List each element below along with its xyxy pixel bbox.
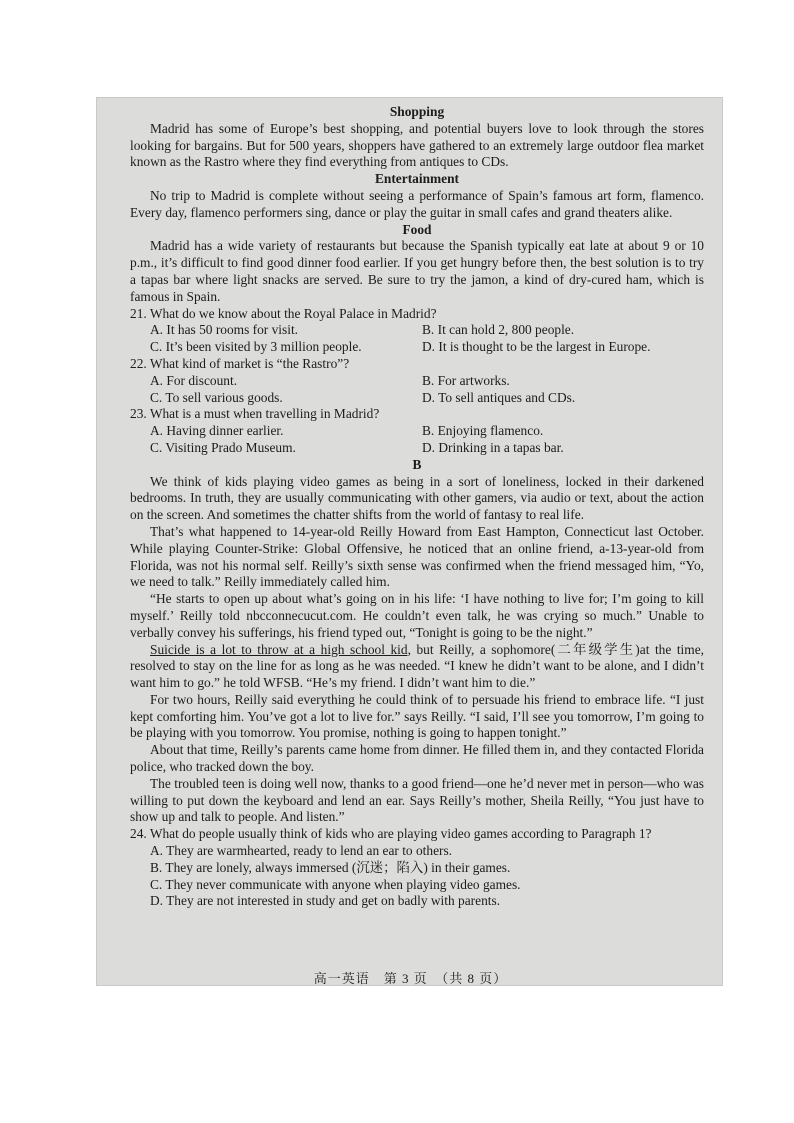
options-list	[130, 843, 704, 910]
options-grid	[130, 423, 704, 457]
option-c: C. It’s been visited by 3 million people.	[150, 339, 362, 355]
page-content	[130, 104, 704, 910]
question-24	[130, 826, 704, 910]
options-grid	[130, 373, 704, 407]
question-stem: 24. What do people usually think of kids who are playing video games according to Paragraph 1?	[130, 826, 652, 842]
question-stem: 23. What is a must when travelling in Madrid?	[130, 406, 380, 422]
heading-entertainment: Entertainment	[374, 171, 460, 187]
page-footer: 高一英语 第 3 页 （共 8 页）	[313, 971, 508, 986]
paragraph-entertainment: No trip to Madrid is complete without seeing a performance of Spain’s famous art form, flamenco. Every day, flamenco performers sing, dance or play the guitar in small cafes and grand theaters alike.	[130, 187, 704, 220]
paragraph-shopping: Madrid has some of Europe’s best shopping, and potential buyers love to look through the stores looking for bargains. But for 500 years, shoppers have gathered to an extremely large outdoor flea market known as the Rastro where they find everything from antiques to CDs.	[130, 120, 704, 170]
option-d: D. To sell antiques and CDs.	[422, 389, 576, 405]
option-b: B. For artworks.	[422, 372, 510, 388]
underlined-sentence: Suicide is a lot to throw at a high school kid,	[150, 641, 411, 657]
options-grid	[130, 322, 704, 356]
paragraph-b2: That’s what happened to 14-year-old Reilly Howard from East Hampton, Connecticut last October. While playing Counter-Strike: Global Offensive, he noticed that an online friend, a-13-year-old from Florida, was not his normal self. Reilly’s sixth sense was confirmed when the friend messaged him, “Yo, we need to talk.” Reilly immediately called him.	[130, 523, 704, 590]
paragraph-b4	[130, 642, 704, 692]
paragraph-b5: For two hours, Reilly said everything he could think of to persuade his friend to embrace life. “I just kept comforting him. You’ve got a lot to live for.” says Reilly. “I said, I’ll see you tomorrow, I’m going to be playing with you tomorrow. You promise, nothing is going to happen tonight.”	[130, 691, 704, 741]
scanned-page	[96, 97, 723, 986]
paragraph-food: Madrid has a wide variety of restaurants but because the Spanish typically eat late at about 9 or 10 p.m., it’s difficult to find good dinner food earlier. If you get hungry before then, the best solution is to try a tapas bar where light snacks are served. Be sure to try the jamon, a kind of dry-cured ham, which is famous in Spain.	[130, 238, 704, 304]
paragraph-b1: We think of kids playing video games as being in a sort of loneliness, locked in their darkened bedrooms. In truth, they are usually communicating with other gamers, via audio or text, about the action on the screen. And sometimes the chatter shifts from the world of fantasy to real life.	[130, 473, 704, 523]
option-a: A. For discount.	[150, 372, 238, 388]
option-d: D. Drinking in a tapas bar.	[422, 439, 564, 455]
option-a: A. Having dinner earlier.	[150, 423, 284, 439]
question-stem: 21. What do we know about the Royal Palace in Madrid?	[130, 305, 437, 321]
paragraph-b6: About that time, Reilly’s parents came home from dinner. He filled them in, and they contacted Florida police, who tracked down the boy.	[130, 742, 704, 775]
question-22	[130, 356, 704, 406]
option-b: B. Enjoying flamenco.	[422, 423, 544, 439]
section-b-label: B	[412, 456, 422, 472]
option-a: A. It has 50 rooms for visit.	[150, 322, 299, 338]
option-c: C. To sell various goods.	[150, 389, 283, 405]
heading-shopping: Shopping	[389, 104, 445, 119]
option-b: B. It can hold 2, 800 people.	[422, 322, 575, 338]
option-d: D. It is thought to be the largest in Europe.	[422, 339, 651, 355]
option-c: C. Visiting Prado Museum.	[150, 439, 296, 455]
paragraph-b7: The troubled teen is doing well now, thanks to a good friend—one he’d never met in person—who was willing to put down the keyboard and lend an ear. Says Reilly’s mother, Sheila Reilly, “You just have to show up and talk to people. And listen.”	[130, 775, 704, 825]
question-21	[130, 306, 704, 356]
paragraph-b4-rest: but Reilly, a sophomore(二年级学生)at the time, resolved to stay on the line for as long as he was needed. “I knew he didn’t want to be alone, and I didn’t want him to go.” he told WFSB. “He’s my friend. I didn’t want him to die.”	[130, 641, 704, 691]
option-a: A. They are warmhearted, ready to lend an ear to others.	[150, 843, 453, 859]
question-stem: 22. What kind of market is “the Rastro”?	[130, 355, 350, 371]
question-23	[130, 406, 704, 456]
heading-food: Food	[402, 221, 432, 237]
option-b: B. They are lonely, always immersed (沉迷；陷入) in their games.	[150, 859, 511, 875]
paragraph-b3: “He starts to open up about what’s going on in his life: ‘I have nothing to live for; I’m going to kill myself.’ Reilly told nbcconnecucut.com. He couldn’t even talk, he was crying so much.” Unable to verbally convey his sufferings, his friend typed out, “Tonight is going to be the night.”	[130, 591, 704, 640]
option-c: C. They never communicate with anyone when playing video games.	[150, 876, 521, 892]
option-d: D. They are not interested in study and get on badly with parents.	[150, 893, 501, 909]
